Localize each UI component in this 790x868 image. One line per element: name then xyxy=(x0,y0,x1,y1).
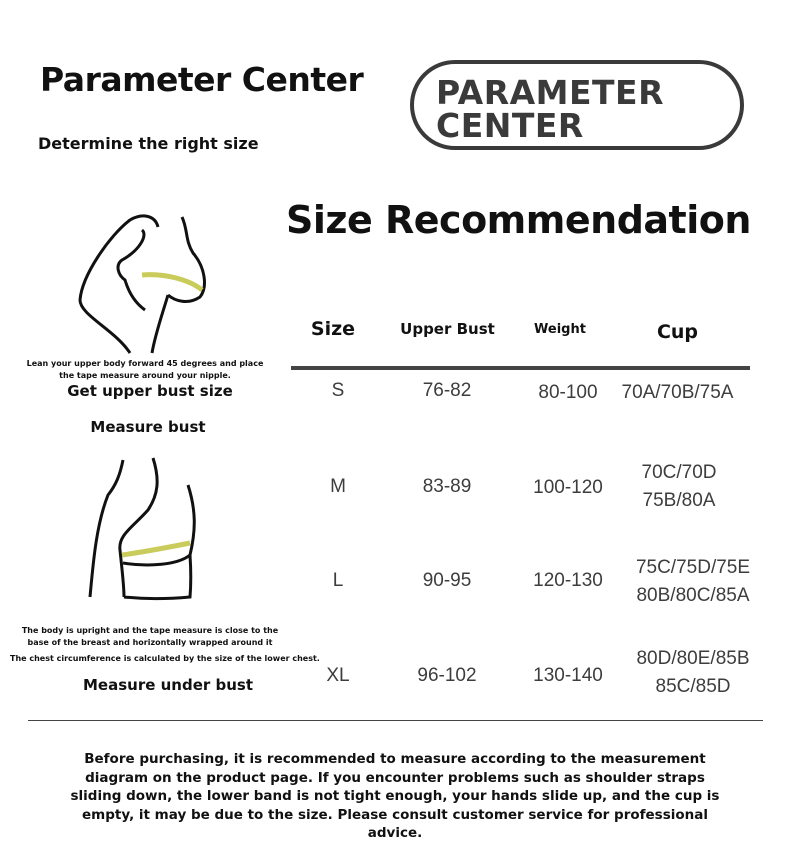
under-bust-figure-icon xyxy=(78,455,208,605)
table-header-divider xyxy=(291,366,750,370)
parameter-center-badge xyxy=(410,60,744,150)
row-s-size: S xyxy=(331,380,345,401)
row-xl-size: XL xyxy=(326,665,350,686)
row-m-size: M xyxy=(330,476,346,497)
row-m-cup: 70C/70D 75B/80A xyxy=(641,462,717,511)
section-title: Size Recommendation xyxy=(286,198,751,242)
upper-bust-caption: Get upper bust size xyxy=(67,382,233,400)
row-m-upper-bust: 83-89 xyxy=(422,476,472,497)
row-l-size: L xyxy=(332,570,344,591)
row-l-upper-bust: 90-95 xyxy=(422,570,472,591)
header-upper-bust: Upper Bust xyxy=(400,320,495,338)
page-title: Parameter Center xyxy=(40,60,364,99)
row-s-cup: 70A/70B/75A xyxy=(621,382,734,403)
row-xl-weight: 130-140 xyxy=(533,665,603,686)
header-cup: Cup xyxy=(656,321,699,343)
row-xl-cup: 80D/80E/85B 85C/85D xyxy=(636,648,750,697)
header-size: Size xyxy=(310,318,356,340)
under-bust-caption: Measure under bust xyxy=(82,676,254,694)
row-l-cup: 75C/75D/75E 80B/80C/85A xyxy=(635,557,751,606)
under-bust-instructions: The body is upright and the tape measure is close to the base of the breast and horizontally wrapped around it The chest circumference is calculated by the size of the lower chest. xyxy=(10,626,320,663)
row-m-weight: 100-120 xyxy=(533,477,603,498)
upper-bust-figure-icon xyxy=(70,205,220,355)
page-subtitle: Determine the right size xyxy=(38,134,259,153)
footer-divider xyxy=(28,720,763,721)
row-xl-upper-bust: 96-102 xyxy=(417,665,477,686)
upper-bust-instructions: Lean your upper body forward 45 degrees and place the tape measure around your nipple. xyxy=(26,359,264,380)
footer-note: Before purchasing, it is recommended to measure according to the measurement diagram on the product page. If you encounter problems such as shoulder straps sliding down, the lower band is not tight enough, your hands slide up, and the cup is empty, it may be due to the size. Please consult customer service for professional advice. xyxy=(70,751,720,841)
row-s-upper-bust: 76-82 xyxy=(422,380,472,401)
badge-text: PARAMETER CENTER xyxy=(436,73,664,145)
measure-bust-heading: Measure bust xyxy=(90,418,206,436)
header-weight: Weight xyxy=(534,322,586,337)
row-s-weight: 80-100 xyxy=(538,382,598,403)
row-l-weight: 120-130 xyxy=(533,570,603,591)
